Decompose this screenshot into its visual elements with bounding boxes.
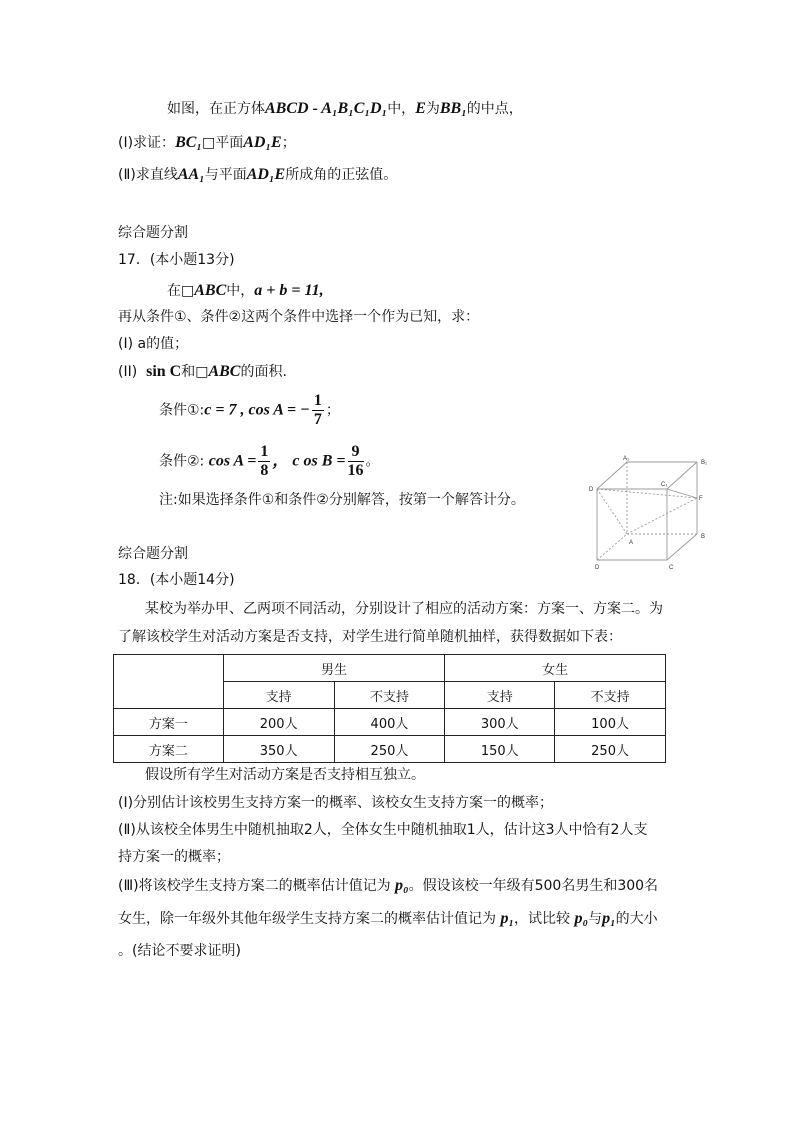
q17-part2: (II) sin C和□ABC的面积. (118, 363, 287, 380)
q18-part3: 女生，除一年级外其他年级学生支持方案二的概率估计值记为 p₁，试比较 p₀与p₁的大小 (118, 910, 658, 927)
figure-label: C₁ (661, 482, 668, 488)
table-row (114, 655, 666, 682)
table-header: 不支持 (334, 682, 445, 709)
table-header: 不支持 (555, 682, 666, 709)
fraction: $\frac{1}{8}$ (260, 443, 269, 479)
section-divider: 综合题分割 (118, 225, 188, 241)
q18-part2: 持方案一的概率； (118, 849, 230, 865)
row-label: 方案二 (114, 736, 224, 763)
table-header: 支持 (223, 682, 334, 709)
q18-part1: (Ⅰ)分别估计该校男生支持方案一的概率、该校女生支持方案一的概率； (118, 795, 554, 811)
q17-instruction: 再从条件①、条件②这两个条件中选择一个作为已知，求： (118, 309, 480, 325)
table-cell: 150人 (445, 736, 555, 763)
figure-label: D (595, 565, 600, 571)
q18-header: 18．(本小题14分) (118, 572, 235, 588)
q17-condition-1: 条件①:c = 7 , cos A = − $\frac{1}{7}$ ； (159, 392, 340, 428)
q16-part1: (Ⅰ)求证：BC₁□平面AD₁E； (118, 134, 296, 151)
q16-part2: (Ⅱ)求直线AA₁与平面AD₁E所成角的正弦值。 (118, 166, 398, 183)
survey-table (113, 654, 666, 763)
table-header: 男生 (223, 655, 445, 682)
q17-condition: 在□ABC中，a + b = 11, (167, 282, 324, 299)
q17-note: 注:如果选择条件①和条件②分别解答，按第一个解答计分。 (159, 492, 525, 508)
table-cell: 250人 (555, 736, 666, 763)
figure-label: C (669, 565, 674, 571)
table-cell: 100人 (555, 709, 666, 736)
q18-part3: 。(结论不要求证明) (118, 943, 241, 959)
figure-label: A₁ (623, 456, 630, 462)
table-cell: 400人 (334, 709, 445, 736)
q16-intro: 如图，在正方体ABCD - A₁B₁C₁D₁中，E为BB₁的中点， (167, 100, 523, 117)
figure-label: B₁ (701, 460, 708, 466)
figure-label: A (629, 540, 634, 546)
fraction: $\frac{1}{7}$ (313, 392, 322, 428)
cube-figure (585, 452, 715, 574)
table-row (114, 736, 666, 763)
table-cell: 350人 (223, 736, 334, 763)
figure-label: B (701, 534, 706, 540)
row-label: 方案一 (114, 709, 224, 736)
q18-part3: (Ⅲ)将该校学生支持方案二的概率估计值记为 p₀。假设该校一年级有500名男生和300名 (118, 877, 659, 894)
q18-paragraph: 了解该校学生对活动方案是否支持，对学生进行简单随机抽样，获得数据如下表： (118, 629, 622, 645)
figure-label: D (589, 487, 594, 493)
q17-condition-2: 条件②: cos A = $\frac{1}{8}$ ， c os B = $\frac{9}{16}$ 。 (159, 443, 380, 479)
q18-part2: (Ⅱ)从该校全体男生中随机抽取2人，全体女生中随机抽取1人，估计这3人中恰有2人支 (118, 822, 648, 838)
table-header: 支持 (445, 682, 555, 709)
table-corner-cell (114, 655, 224, 709)
q17-part1: (I) a的值； (118, 336, 189, 352)
figure-label: F (699, 496, 703, 502)
table-cell: 300人 (445, 709, 555, 736)
table-cell: 200人 (223, 709, 334, 736)
q18-paragraph: 某校为举办甲、乙两项不同活动，分别设计了相应的活动方案：方案一、方案二。为 (145, 601, 663, 617)
q17-header: 17．(本小题13分) (118, 252, 235, 268)
section-divider: 综合题分割 (118, 546, 188, 562)
fraction: $\frac{9}{16}$ (347, 443, 364, 479)
table-cell: 250人 (334, 736, 445, 763)
q18-assumption: 假设所有学生对活动方案是否支持相互独立。 (145, 767, 425, 783)
table-header: 女生 (445, 655, 666, 682)
cube-name: ABCD - A₁B₁C₁D₁ (265, 100, 388, 117)
table-row (114, 709, 666, 736)
